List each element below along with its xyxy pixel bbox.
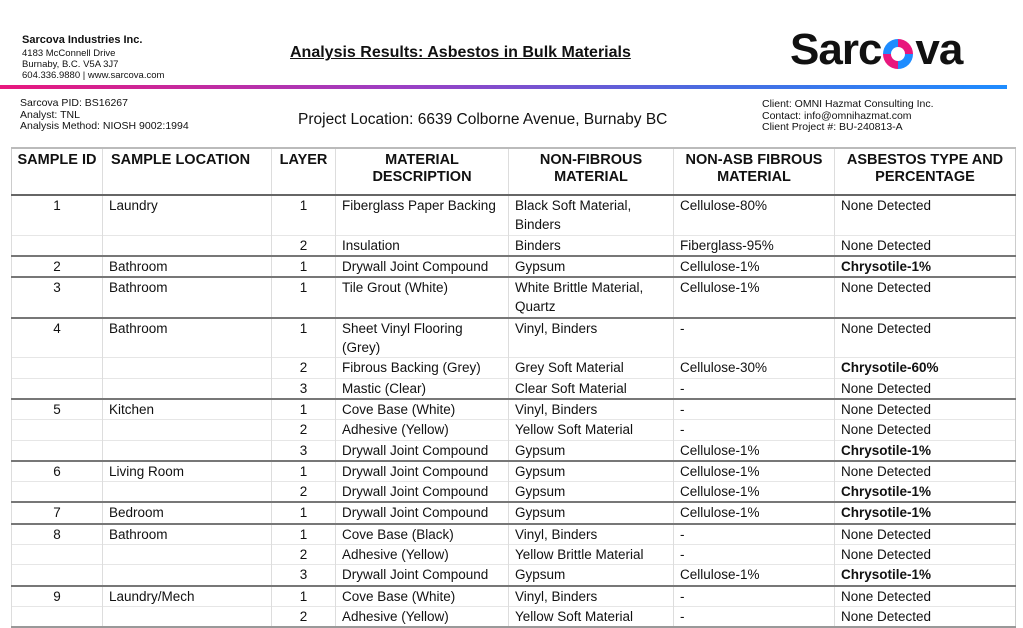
cell-non-fibrous-material: Gypsum	[509, 440, 674, 461]
cell-layer: 3	[272, 440, 336, 461]
client: Client: OMNI Hazmat Consulting Inc.	[762, 98, 934, 110]
cell-material-description: Fibrous Backing (Grey)	[336, 358, 509, 378]
cell-sample-location: Laundry/Mech	[103, 586, 272, 607]
table-row	[12, 440, 1016, 461]
cell-sample-id	[12, 420, 103, 440]
cell-layer: 1	[272, 586, 336, 607]
logo-text-right: va	[915, 25, 963, 74]
company-address-line1: 4183 McConnell Drive	[22, 48, 116, 59]
cell-material-description: Insulation	[336, 235, 509, 256]
cell-material-description: Drywall Joint Compound	[336, 502, 509, 523]
cell-non-asb-fibrous-material: Cellulose-1%	[674, 461, 835, 482]
cell-non-asb-fibrous-material: Fiberglass-95%	[674, 235, 835, 256]
cell-sample-location	[103, 235, 272, 256]
header-sample-location: SAMPLE LOCATION	[103, 148, 272, 195]
table-row	[12, 420, 1016, 440]
table-row	[12, 256, 1016, 277]
cell-layer: 2	[272, 606, 336, 627]
cell-layer: 1	[272, 502, 336, 523]
cell-asbestos-result: Chrysotile-1%	[835, 502, 1016, 523]
cell-sample-id: 7	[12, 502, 103, 523]
results-table	[11, 147, 1016, 628]
cell-layer: 3	[272, 565, 336, 586]
cell-layer: 2	[272, 235, 336, 256]
table-row	[12, 399, 1016, 420]
header-non-asb-fibrous: NON-ASB FIBROUS MATERIAL	[674, 148, 835, 195]
cell-non-fibrous-material: Vinyl, Binders	[509, 586, 674, 607]
cell-layer: 2	[272, 420, 336, 440]
cell-non-asb-fibrous-material: -	[674, 399, 835, 420]
cell-non-asb-fibrous-material: Cellulose-30%	[674, 358, 835, 378]
cell-sample-location	[103, 606, 272, 627]
cell-non-asb-fibrous-material: -	[674, 318, 835, 358]
logo-ring-icon	[883, 39, 913, 69]
cell-non-fibrous-material: Yellow Soft Material	[509, 606, 674, 627]
cell-material-description: Drywall Joint Compound	[336, 565, 509, 586]
cell-material-description: Drywall Joint Compound	[336, 440, 509, 461]
cell-asbestos-result: None Detected	[835, 318, 1016, 358]
cell-sample-id	[12, 440, 103, 461]
cell-asbestos-result: None Detected	[835, 399, 1016, 420]
cell-sample-location	[103, 440, 272, 461]
cell-material-description: Sheet Vinyl Flooring (Grey)	[336, 318, 509, 358]
table-row	[12, 277, 1016, 318]
cell-non-fibrous-material: Gypsum	[509, 502, 674, 523]
cell-non-asb-fibrous-material: Cellulose-1%	[674, 277, 835, 318]
cell-sample-id	[12, 378, 103, 399]
logo-text-left: Sarc	[790, 25, 882, 74]
company-logo	[790, 25, 963, 74]
cell-sample-id: 2	[12, 256, 103, 277]
cell-layer: 1	[272, 256, 336, 277]
cell-non-asb-fibrous-material: Cellulose-80%	[674, 195, 835, 235]
table-row	[12, 358, 1016, 378]
cell-non-fibrous-material: Gypsum	[509, 565, 674, 586]
cell-layer: 1	[272, 461, 336, 482]
cell-non-asb-fibrous-material: -	[674, 524, 835, 545]
cell-material-description: Tile Grout (White)	[336, 277, 509, 318]
cell-material-description: Drywall Joint Compound	[336, 482, 509, 503]
cell-layer: 2	[272, 545, 336, 565]
cell-non-fibrous-material: Gypsum	[509, 482, 674, 503]
cell-non-asb-fibrous-material: -	[674, 378, 835, 399]
cell-sample-location: Living Room	[103, 461, 272, 482]
cell-sample-id: 6	[12, 461, 103, 482]
cell-non-fibrous-material: Black Soft Material, Binders	[509, 195, 674, 235]
cell-sample-id	[12, 482, 103, 503]
cell-sample-location: Bathroom	[103, 318, 272, 358]
header-sample-id: SAMPLE ID	[12, 148, 103, 195]
cell-asbestos-result: None Detected	[835, 235, 1016, 256]
cell-non-asb-fibrous-material: Cellulose-1%	[674, 502, 835, 523]
cell-layer: 1	[272, 524, 336, 545]
header-material-description: MATERIAL DESCRIPTION	[336, 148, 509, 195]
cell-non-fibrous-material: Vinyl, Binders	[509, 524, 674, 545]
cell-sample-id	[12, 235, 103, 256]
cell-layer: 1	[272, 195, 336, 235]
cell-non-fibrous-material: Vinyl, Binders	[509, 318, 674, 358]
table-header-row	[12, 148, 1016, 195]
cell-sample-location: Laundry	[103, 195, 272, 235]
cell-layer: 3	[272, 378, 336, 399]
cell-layer: 1	[272, 399, 336, 420]
header-non-fibrous: NON-FIBROUS MATERIAL	[509, 148, 674, 195]
cell-non-asb-fibrous-material: Cellulose-1%	[674, 565, 835, 586]
cell-asbestos-result: None Detected	[835, 545, 1016, 565]
cell-sample-location	[103, 482, 272, 503]
cell-asbestos-result: None Detected	[835, 524, 1016, 545]
cell-non-asb-fibrous-material: -	[674, 545, 835, 565]
cell-layer: 2	[272, 482, 336, 503]
cell-sample-id: 1	[12, 195, 103, 235]
cell-sample-location: Bedroom	[103, 502, 272, 523]
cell-non-fibrous-material: Yellow Brittle Material	[509, 545, 674, 565]
cell-sample-id	[12, 565, 103, 586]
cell-non-asb-fibrous-material: Cellulose-1%	[674, 482, 835, 503]
table-row	[12, 461, 1016, 482]
cell-non-fibrous-material: Clear Soft Material	[509, 378, 674, 399]
cell-asbestos-result: Chrysotile-1%	[835, 256, 1016, 277]
table-row	[12, 235, 1016, 256]
meta-left	[20, 98, 189, 133]
company-address-line2: Burnaby, B.C. V5A 3J7	[22, 59, 119, 70]
cell-layer: 2	[272, 358, 336, 378]
table-row	[12, 482, 1016, 503]
analyst: Analyst: TNL	[20, 108, 80, 121]
cell-sample-location: Bathroom	[103, 524, 272, 545]
cell-asbestos-result: Chrysotile-1%	[835, 482, 1016, 503]
table-row	[12, 565, 1016, 586]
cell-asbestos-result: None Detected	[835, 420, 1016, 440]
cell-asbestos-result: None Detected	[835, 195, 1016, 235]
table-row	[12, 502, 1016, 523]
cell-material-description: Fiberglass Paper Backing	[336, 195, 509, 235]
cell-non-asb-fibrous-material: Cellulose-1%	[674, 256, 835, 277]
cell-layer: 1	[272, 318, 336, 358]
client-project: Client Project #: BU-240813-A	[762, 121, 903, 133]
cell-material-description: Adhesive (Yellow)	[336, 420, 509, 440]
cell-material-description: Adhesive (Yellow)	[336, 606, 509, 627]
cell-material-description: Drywall Joint Compound	[336, 256, 509, 277]
cell-sample-location	[103, 358, 272, 378]
cell-sample-location: Bathroom	[103, 256, 272, 277]
cell-sample-id: 3	[12, 277, 103, 318]
cell-non-fibrous-material: White Brittle Material, Quartz	[509, 277, 674, 318]
pid: Sarcova PID: BS16267	[20, 97, 128, 109]
cell-sample-location: Bathroom	[103, 277, 272, 318]
cell-material-description: Cove Base (Black)	[336, 524, 509, 545]
cell-material-description: Cove Base (White)	[336, 586, 509, 607]
cell-asbestos-result: None Detected	[835, 586, 1016, 607]
cell-non-asb-fibrous-material: -	[674, 606, 835, 627]
table-row	[12, 586, 1016, 607]
cell-sample-location: Kitchen	[103, 399, 272, 420]
client-contact: Contact: info@omnihazmat.com	[762, 109, 912, 122]
cell-sample-location	[103, 378, 272, 399]
cell-material-description: Adhesive (Yellow)	[336, 545, 509, 565]
cell-material-description: Drywall Joint Compound	[336, 461, 509, 482]
header-layer: LAYER	[272, 148, 336, 195]
cell-asbestos-result: None Detected	[835, 461, 1016, 482]
table-row	[12, 195, 1016, 235]
cell-sample-location	[103, 420, 272, 440]
meta-right	[762, 99, 934, 134]
header-asbestos: ASBESTOS TYPE AND PERCENTAGE	[835, 148, 1016, 195]
cell-asbestos-result: Chrysotile-60%	[835, 358, 1016, 378]
company-name: Sarcova Industries Inc.	[22, 34, 143, 46]
cell-asbestos-result: None Detected	[835, 606, 1016, 627]
cell-sample-id	[12, 358, 103, 378]
cell-asbestos-result: None Detected	[835, 378, 1016, 399]
cell-asbestos-result: Chrysotile-1%	[835, 440, 1016, 461]
table-row	[12, 606, 1016, 627]
cell-sample-id: 9	[12, 586, 103, 607]
cell-non-asb-fibrous-material: Cellulose-1%	[674, 440, 835, 461]
cell-sample-location	[103, 565, 272, 586]
table-row	[12, 524, 1016, 545]
cell-asbestos-result: None Detected	[835, 277, 1016, 318]
cell-sample-id	[12, 606, 103, 627]
header-gradient-divider	[0, 85, 1007, 89]
cell-sample-id: 8	[12, 524, 103, 545]
cell-non-fibrous-material: Gypsum	[509, 256, 674, 277]
analysis-method: Analysis Method: NIOSH 9002:1994	[20, 120, 189, 132]
table-row	[12, 318, 1016, 358]
report-title: Analysis Results: Asbestos in Bulk Materials	[290, 44, 631, 61]
cell-sample-id	[12, 545, 103, 565]
cell-non-fibrous-material: Yellow Soft Material	[509, 420, 674, 440]
cell-non-fibrous-material: Vinyl, Binders	[509, 399, 674, 420]
cell-non-asb-fibrous-material: -	[674, 586, 835, 607]
cell-layer: 1	[272, 277, 336, 318]
project-location: Project Location: 6639 Colborne Avenue, Burnaby BC	[298, 111, 668, 128]
cell-sample-id: 5	[12, 399, 103, 420]
company-contact: 604.336.9880 | www.sarcova.com	[22, 70, 165, 81]
cell-asbestos-result: Chrysotile-1%	[835, 565, 1016, 586]
cell-non-fibrous-material: Grey Soft Material	[509, 358, 674, 378]
table-row	[12, 378, 1016, 399]
cell-non-asb-fibrous-material: -	[674, 420, 835, 440]
table-row	[12, 545, 1016, 565]
cell-non-fibrous-material: Binders	[509, 235, 674, 256]
cell-non-fibrous-material: Gypsum	[509, 461, 674, 482]
cell-material-description: Cove Base (White)	[336, 399, 509, 420]
cell-sample-location	[103, 545, 272, 565]
cell-sample-id: 4	[12, 318, 103, 358]
cell-material-description: Mastic (Clear)	[336, 378, 509, 399]
